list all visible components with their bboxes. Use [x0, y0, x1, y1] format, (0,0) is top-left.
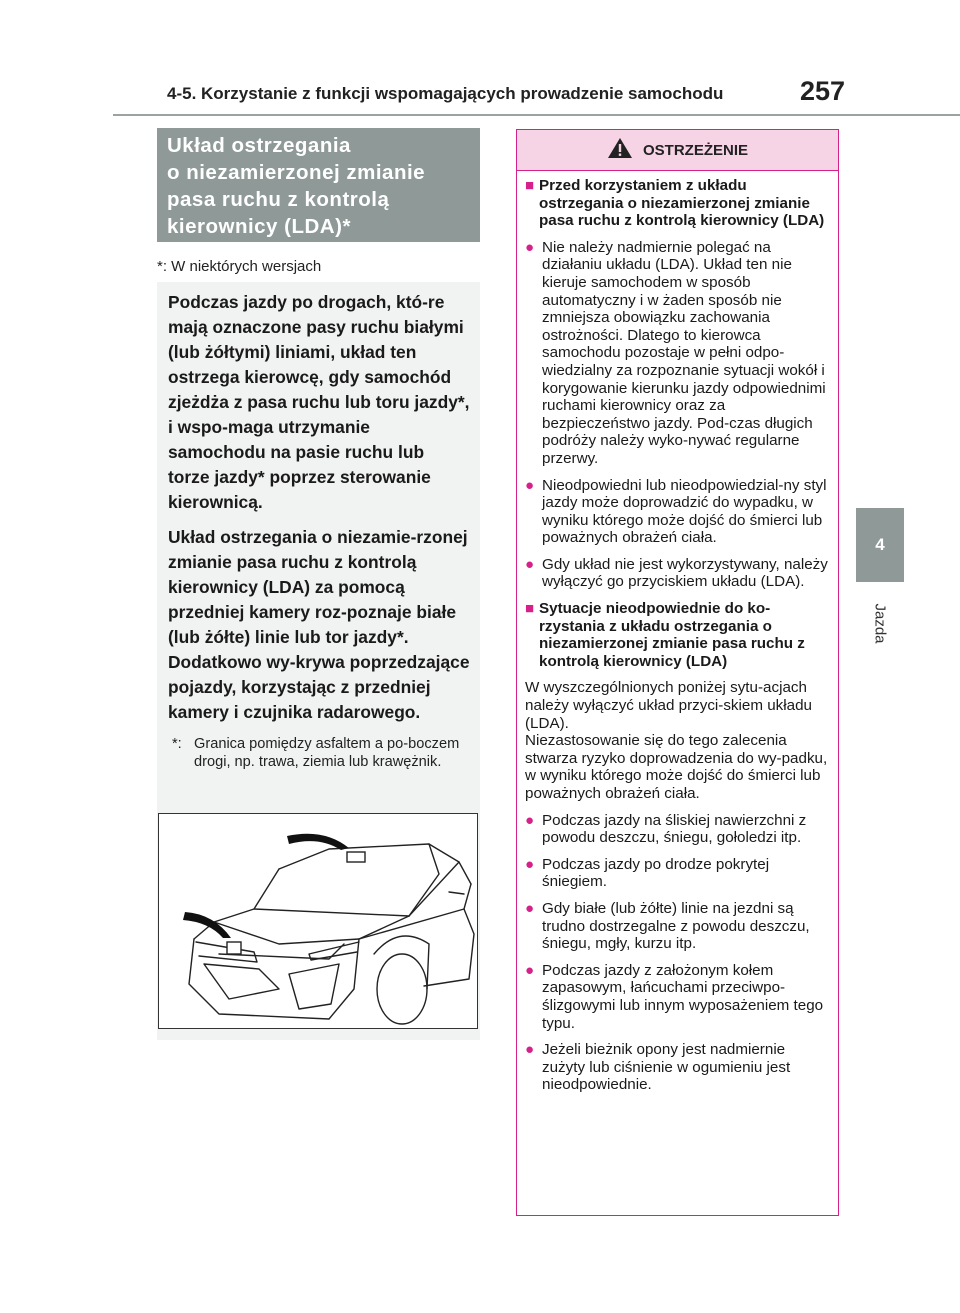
- section-title-line: pasa ruchu z kontrolą: [167, 188, 390, 211]
- page-number: 257: [800, 76, 846, 106]
- running-header: 4-5. Korzystanie z funkcji wspomagających prowadzenie samochodu: [167, 84, 724, 103]
- intro-paragraph: Podczas jazdy po drogach, któ-re mają oznaczone pasy ruchu białymi (lub żółtymi) liniami, układ ten ostrzega kierowcę, gdy samochód zjeżdża z pasa ruchu lub toru jazdy*, i wspo-maga utrzymanie samochodu na pasie ruchu lub torze jazdy* poprzez sterowanie kierownicą.: [168, 292, 470, 512]
- warning-item: ● Gdy układ nie jest wykorzystywany, należy wyłączyć go przyciskiem układu (LDA).: [525, 555, 828, 591]
- section-title-line: o niezamierzonej zmianie: [167, 161, 426, 184]
- footnote-mark: *:: [172, 736, 182, 752]
- round-bullet-icon: ●: [525, 555, 535, 573]
- header-divider: [113, 114, 960, 116]
- round-bullet-icon: ●: [525, 238, 535, 256]
- round-bullet-icon: ●: [525, 1041, 535, 1059]
- intro-paragraph: Układ ostrzegania o niezamie-rzonej zmianie pasa ruchu z kontrolą kierownicy (LDA) za pomocą przedniej kamery roz-poznaje białe (lub żółte) linie lub tor jazdy*. Dodatkowo wy-krywa poprzedzające pojazdy, korzystając z przedniej kamery i czujnika radarowego.: [168, 527, 470, 722]
- car-drawing: [159, 814, 477, 1028]
- square-bullet-icon: ■: [525, 600, 535, 618]
- warning-paragraph: Niezastosowanie się do tego zalecenia stwarza ryzyko doprowadzenia do wy-padku, w wyniku którego może dojść do śmierci lub poważnych obrażeń ciała.: [525, 732, 828, 802]
- section-title-line: Układ ostrzegania: [167, 134, 351, 157]
- intro-footnote: [168, 735, 470, 771]
- round-bullet-icon: ●: [525, 811, 535, 829]
- round-bullet-icon: ●: [525, 855, 535, 873]
- warning-item: ● Nieodpowiedni lub nieodpowiedzial-ny styl jazdy może doprowadzić do wypadku, w wyniku którego może dojść do śmierci lub poważnych obrażeń ciała.: [525, 476, 827, 547]
- section-title: [157, 128, 480, 242]
- warning-item: ● Podczas jazdy na śliskiej nawierzchni z powodu deszczu, śniegu, gołoledzi itp.: [525, 811, 807, 847]
- warning-body: [517, 171, 838, 1094]
- version-note: *: W niektórych wersjach: [157, 258, 322, 275]
- chapter-tab[interactable]: [856, 508, 904, 582]
- warning-box: [516, 129, 839, 1216]
- square-bullet-icon: ■: [525, 177, 535, 194]
- warning-item: ● Podczas jazdy z założonym kołem zapasowym, łańcuchami przeciwpo-ślizgowymi lub innym wyposażeniem tego typu.: [525, 961, 824, 1032]
- warning-item: ● Podczas jazdy po drodze pokrytej śniegiem.: [525, 855, 770, 891]
- warning-triangle-icon: [607, 137, 633, 163]
- warning-title: OSTRZEŻENIE: [642, 141, 748, 159]
- round-bullet-icon: ●: [525, 961, 535, 979]
- warning-item: ● Nie należy nadmiernie polegać na działaniu układu (LDA). Układ ten nie kieruje samochodem w sposób automatyczny i w żaden sposób nie zmniejsza obowiązku zachowania ostrożności. Dlatego to kierowca samochodu pozostaje w pełni odpo-wiedzialny za rozpoznanie sytuacji wokół i korygowanie kierunku jazdy odpowiednimi ruchami kierownicy oraz za bezpieczeństwo jazdy. Pod-czas długich podróży należy wyko-nywać regularne przerwy.: [525, 238, 826, 467]
- warning-subheading: ■ Przed korzystaniem z układu ostrzegania o niezamierzonej zmianie pasa ruchu z kontrolą kierownicy (LDA): [525, 177, 825, 230]
- warning-item: ● Jeżeli bieżnik opony jest nadmiernie zużyty lub ciśnienie w ogumieniu jest nieodpowiednie.: [525, 1041, 791, 1094]
- footnote-text: Granica pomiędzy asfaltem a po-boczem drogi, np. trawa, ziemia lub krawężnik.: [194, 736, 460, 770]
- chapter-number: 4: [875, 535, 885, 554]
- chapter-label: Jazda: [871, 602, 889, 644]
- warning-subheading: ■ Sytuacje nieodpowiednie do ko-rzystania z układu ostrzegania o niezamierzonej zmianie pasa ruchu z kontrolą kierownicy (LDA): [525, 600, 805, 670]
- warning-item: ● Gdy białe (lub żółte) linie na jezdni są trudno dostrzegalne z powodu deszczu, śniegu, mgły, kurzu itp.: [525, 899, 810, 953]
- warning-header: [517, 130, 838, 171]
- car-sensor-illustration: [158, 813, 478, 1029]
- section-title-line: kierownicy (LDA)*: [167, 215, 351, 238]
- warning-paragraph: W wyszczególnionych poniżej sytu-acjach należy wyłączyć układ przyci-skiem układu (LDA).: [525, 679, 812, 732]
- round-bullet-icon: ●: [525, 899, 535, 917]
- round-bullet-icon: ●: [525, 476, 535, 494]
